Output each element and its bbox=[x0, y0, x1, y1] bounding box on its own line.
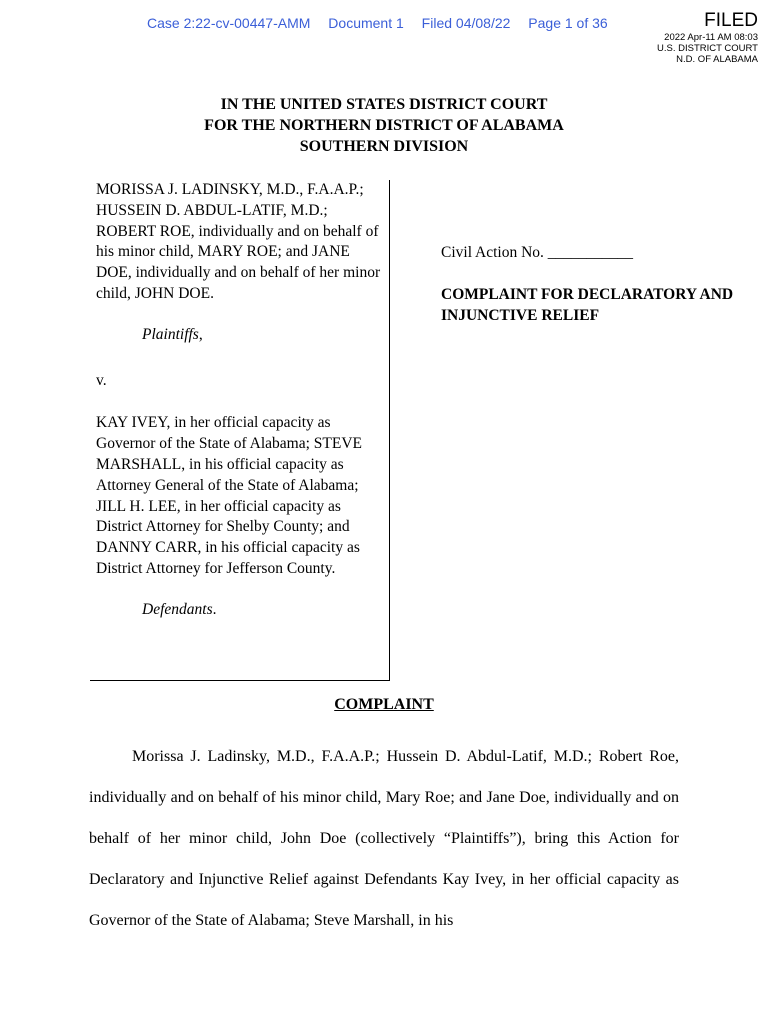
court-title-line-1: IN THE UNITED STATES DISTRICT COURT bbox=[220, 96, 548, 113]
defendants-names: KAY IVEY, in her official capacity as Governor of the State of Alabama; STEVE MARSHALL, in his official capacity as Attorney General of the State of Alabama; JILL H. LEE, in her official capacity as District Attorney for Shelby County; and DANNY CARR, in his official capacity as District Attorney for Jefferson County. bbox=[96, 414, 363, 577]
caption-divider-vertical bbox=[389, 180, 390, 680]
defendants-role-label: Defendants bbox=[142, 600, 213, 618]
complaint-heading: COMPLAINT bbox=[334, 696, 434, 713]
complaint-paragraph: Morissa J. Ladinsky, M.D., F.A.A.P.; Hussein D. Abdul-Latif, M.D.; Robert Roe, individually and on behalf of his minor child, Mary Roe; and Jane Doe, individually and on behalf of her minor child, John Doe (collectively “Plaintiffs”), bring this Action for Declaratory and Injunctive Relief against Defendants Kay Ivey, in her official capacity as Governor of the State of Alabama; Steve Marshall, in his bbox=[89, 748, 679, 929]
caption-divider-horizontal bbox=[90, 680, 390, 681]
filed-date: Filed 04/08/22 bbox=[421, 15, 511, 31]
filed-label: FILED bbox=[704, 10, 758, 31]
document-number: Document 1 bbox=[328, 15, 404, 31]
stamp-date: 2022 Apr-11 AM 08:03 bbox=[664, 32, 758, 43]
defendants-role bbox=[142, 600, 388, 621]
page-number: Page 1 of 36 bbox=[528, 15, 608, 31]
filed-stamp bbox=[657, 10, 758, 65]
caption-parties bbox=[96, 180, 388, 621]
ecf-header bbox=[147, 15, 622, 31]
court-title-line-2: FOR THE NORTHERN DISTRICT OF ALABAMA bbox=[204, 117, 564, 134]
court-title bbox=[0, 94, 768, 157]
plaintiffs-names: MORISSA J. LADINSKY, M.D., F.A.A.P.; HUSSEIN D. ABDUL-LATIF, M.D.; ROBERT ROE, individually and on behalf of his minor child, MARY ROE; and JANE DOE, individually and on behalf of her minor child, JOHN DOE. bbox=[96, 181, 381, 302]
stamp-court: U.S. DISTRICT COURT bbox=[657, 43, 758, 54]
document-title: COMPLAINT FOR DECLARATORY AND INJUNCTIVE RELIEF bbox=[441, 285, 734, 324]
stamp-district: N.D. OF ALABAMA bbox=[676, 54, 758, 65]
caption-case-info bbox=[441, 243, 741, 326]
versus: v. bbox=[96, 371, 107, 389]
plaintiffs-role-label: Plaintiffs bbox=[142, 325, 199, 343]
plaintiffs-role-suffix: , bbox=[198, 325, 203, 343]
plaintiffs-role bbox=[142, 325, 388, 346]
defendants-role-suffix: . bbox=[212, 600, 217, 618]
civil-action-number: Civil Action No. ___________ bbox=[441, 244, 634, 261]
case-number: Case 2:22-cv-00447-AMM bbox=[147, 15, 311, 31]
court-title-line-3: SOUTHERN DIVISION bbox=[299, 138, 469, 155]
